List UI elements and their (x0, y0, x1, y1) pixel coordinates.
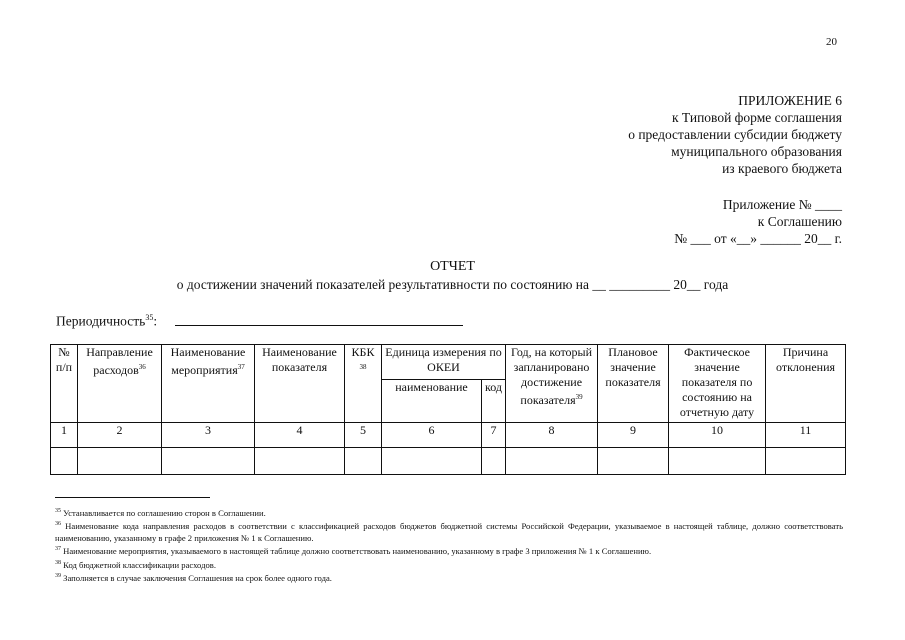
table-cell[interactable] (669, 448, 766, 475)
periodicity-colon: : (153, 313, 158, 329)
header-unit-code: код (482, 380, 506, 423)
header-event (162, 345, 255, 423)
footnote (55, 506, 843, 519)
footnote-text: Наименование мероприятия, указываемого в настоящей таблице должно соответствовать наименованию, указанному в графе 3 приложения № 1 к Соглашению. (63, 546, 652, 557)
appendix-line: из краевого бюджета (722, 161, 842, 176)
agreement-line: № ___ от «__» ______ 20__ г. (674, 231, 842, 246)
footnote (55, 544, 843, 557)
header-year-plan-text: Год, на который запланировано достижение показателя (511, 345, 593, 407)
footnote-number: 38 (55, 559, 61, 566)
footnote-number: 37 (55, 546, 61, 553)
column-number: 7 (482, 423, 506, 448)
periodicity-text: Периодичность (56, 313, 146, 329)
footnote-text: Наименование кода направления расходов в соответствии с классификацией расходов бюджетов бюджетной системы Российской Федерации, указываемое в настоящей таблице, должно соответствовать наименованию, указанному в графе 2 приложения № 1 к Соглашению. (55, 521, 844, 543)
footnote-divider (55, 497, 210, 498)
footnote (55, 519, 843, 544)
footnote-number: 39 (55, 572, 61, 579)
column-number: 11 (766, 423, 846, 448)
report-table (50, 344, 846, 475)
header-kbk-text: КБК (351, 345, 375, 359)
table-cell[interactable] (51, 448, 78, 475)
periodicity-blank-line[interactable] (175, 325, 463, 326)
footnote-text: Код бюджетной классификации расходов. (63, 559, 216, 570)
column-number: 5 (345, 423, 382, 448)
column-number: 2 (78, 423, 162, 448)
table-cell[interactable] (506, 448, 598, 475)
agreement-line: к Соглашению (757, 214, 842, 229)
header-num: № п/п (51, 345, 78, 423)
footnotes (55, 506, 843, 584)
table-cell[interactable] (345, 448, 382, 475)
page-number: 20 (826, 36, 837, 48)
table-row (51, 448, 846, 475)
header-direction-text: Направление расходов (86, 345, 153, 377)
appendix-line: о предоставлении субсидии бюджету (628, 127, 842, 142)
column-number: 1 (51, 423, 78, 448)
header-reason: Причина отклонения (766, 345, 846, 423)
footnote-number: 35 (55, 508, 61, 514)
footnote (55, 558, 843, 571)
report-subtitle: о достижении значений показателей результативности по состоянию на __ _________ 20__ года (176, 277, 729, 292)
periodicity-label (56, 313, 157, 330)
appendix-header (628, 92, 842, 177)
column-number: 6 (382, 423, 482, 448)
footnote-ref: 39 (575, 393, 583, 401)
footnote-ref: 36 (138, 363, 146, 371)
table-cell[interactable] (255, 448, 345, 475)
column-number: 4 (255, 423, 345, 448)
header-year-plan (506, 345, 598, 423)
appendix-line: муниципального образования (671, 144, 842, 159)
header-actual: Фактическое значение показателя по состоянию на отчетную дату (669, 345, 766, 423)
report-title: ОТЧЕТ (430, 259, 475, 274)
footnote-text: Устанавливается по соглашению сторон в Соглашении. (63, 507, 266, 518)
appendix-title: ПРИЛОЖЕНИЕ 6 (738, 93, 842, 108)
column-number: 3 (162, 423, 255, 448)
footnote-ref: 37 (237, 363, 245, 371)
footnote-ref: 35 (145, 313, 154, 322)
header-unit: Единица измерения по ОКЕИ (382, 345, 506, 380)
table-cell[interactable] (766, 448, 846, 475)
footnote-number: 36 (55, 521, 61, 528)
header-indicator: Наименование показателя (255, 345, 345, 423)
table-cell[interactable] (162, 448, 255, 475)
header-unit-name: наименование (382, 380, 482, 423)
column-number: 8 (506, 423, 598, 448)
header-kbk (345, 345, 382, 423)
header-planned: Плановое значение показателя (598, 345, 669, 423)
table-cell[interactable] (598, 448, 669, 475)
footnote-text: Заполняется в случае заключения Соглашения на срок более одного года. (63, 572, 332, 583)
table-cell[interactable] (382, 448, 482, 475)
table-cell[interactable] (482, 448, 506, 475)
appendix-line: к Типовой форме соглашения (672, 110, 842, 125)
column-number: 10 (669, 423, 766, 448)
footnote-ref: 38 (359, 363, 367, 371)
agreement-line: Приложение № ____ (722, 197, 842, 212)
agreement-reference (674, 196, 842, 247)
table-cell[interactable] (78, 448, 162, 475)
header-event-text: Наименование мероприятия (170, 345, 246, 377)
column-number: 9 (598, 423, 669, 448)
footnote (55, 571, 843, 584)
header-direction (78, 345, 162, 423)
